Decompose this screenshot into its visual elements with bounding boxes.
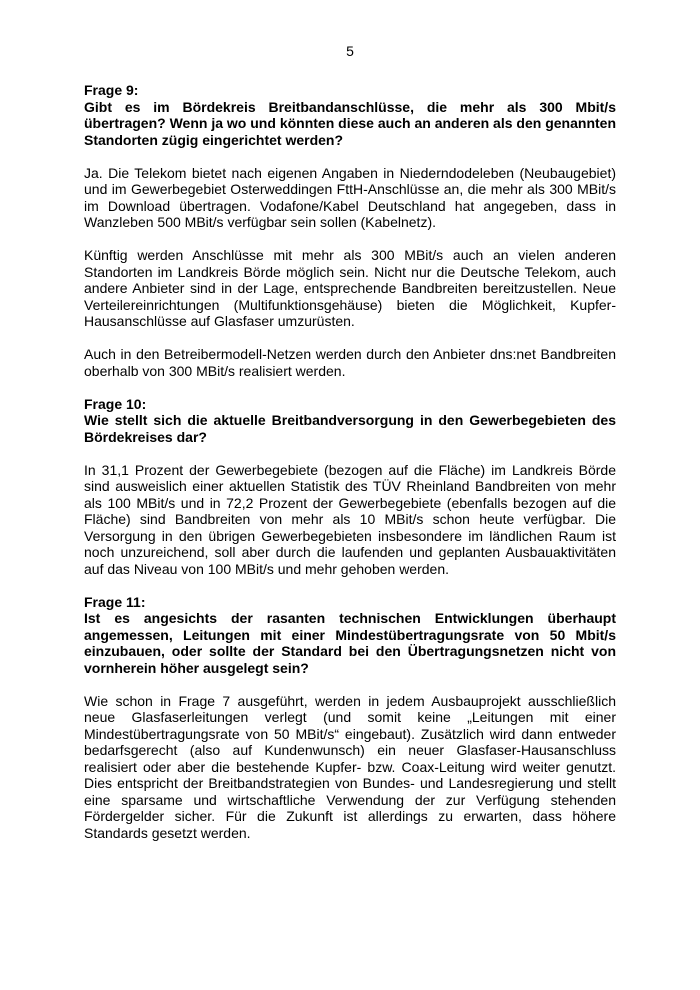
section-heading: Frage 9: [84, 82, 139, 98]
answer-paragraph: Künftig werden Anschlüsse mit mehr als 300 MBit/s auch an vielen anderen Standorten im Landkreis Börde möglich sein. Nicht nur die Deutsche Telekom, auch andere Anbieter sind in der Lage, entsprechende Bandbreiten bereitzustellen. Neue Verteilereinrichtungen (Multifunktionsgehäuse) bieten die Möglichkeit, Kupfer-Hausanschlüsse auf Glasfaser umzurüsten. [84, 247, 616, 329]
section-heading: Frage 10: [84, 395, 147, 412]
page-number: 5 [346, 43, 354, 59]
document-content [84, 82, 616, 841]
answer-paragraph: Ja. Die Telekom bietet nach eigenen Angaben in Niederndodeleben (Neubaugebiet) und im Gewerbegebiet Osterweddingen FttH-Anschlüsse an, die mehr als 300 MBit/s im Download übertragen. Vodafone/Kabel Deutschland hat angegeben, dass in Wanzleben 500 MBit/s verfügbar sein sollen (Kabelnetz). [84, 164, 616, 230]
section-frage-11 [84, 594, 616, 842]
section-heading: Frage 11: [84, 593, 146, 610]
answer-paragraph: Wie schon in Frage 7 ausgeführt, werden in jedem Ausbauprojekt ausschließlich neue Glasfaserleitungen verlegt (und somit keine „Leitungen mit einer Mindestübertragungsrate von 50 MBit/s“ eingebaut). Zusätzlich wird dann entweder bedarfsgerecht (also auf Kundenwunsch) ein neuer Glasfaser-Hausanschluss realisiert oder aber die bestehende Kupfer- bzw. Coax-Leitung wird weiter genutzt. Dies entspricht der Breitbandstrategien von Bundes- und Landesregierung und stellt eine sparsame und wirtschaftliche Verwendung der zur Verfügung stehenden Fördergelder sicher. Für die Zukunft ist allerdings zu erwarten, dass höhere Standards gesetzt werden. [84, 692, 616, 841]
section-frage-9 [84, 82, 616, 379]
answer-paragraph: Auch in den Betreibermodell-Netzen werden durch den Anbieter dns:net Bandbreiten oberhalb von 300 MBit/s realisiert werden. [84, 346, 616, 379]
answer-paragraph: In 31,1 Prozent der Gewerbegebiete (bezogen auf die Fläche) im Landkreis Börde sind ausweislich einer aktuellen Statistik des TÜV Rheinland Bandbreiten von mehr als 100 MBit/s und in 72,2 Prozent der Gewerbegebiete (ebenfalls bezogen auf die Fläche) sind Bandbreiten von mehr als 10 MBit/s schon heute verfügbar. Die Versorgung in den übrigen Gewerbegebieten insbesondere im ländlichen Raum ist noch unzureichend, soll aber durch die laufenden und geplanten Ausbauaktivitäten auf das Niveau von 100 MBit/s und mehr gehoben werden. [84, 461, 616, 577]
section-question: Ist es angesichts der rasanten technischen Entwicklungen überhaupt angemessen, Leitungen mit einer Mindestübertragungsrate von 50 Mbit/s einzubauen, oder sollte der Standard bei den Übertragungsnetzen nicht von vornherein höher ausgelegt sein? [84, 610, 616, 676]
section-question: Wie stellt sich die aktuelle Breitbandversorgung in den Gewerbegebieten des Bördekreises dar? [84, 412, 616, 445]
section-frage-10 [84, 396, 616, 578]
section-question: Gibt es im Bördekreis Breitbandanschlüsse, die mehr als 300 Mbit/s übertragen? Wenn ja wo und könnten diese auch an anderen als den genannten Standorten zügig eingerichtet werden? [84, 98, 616, 148]
